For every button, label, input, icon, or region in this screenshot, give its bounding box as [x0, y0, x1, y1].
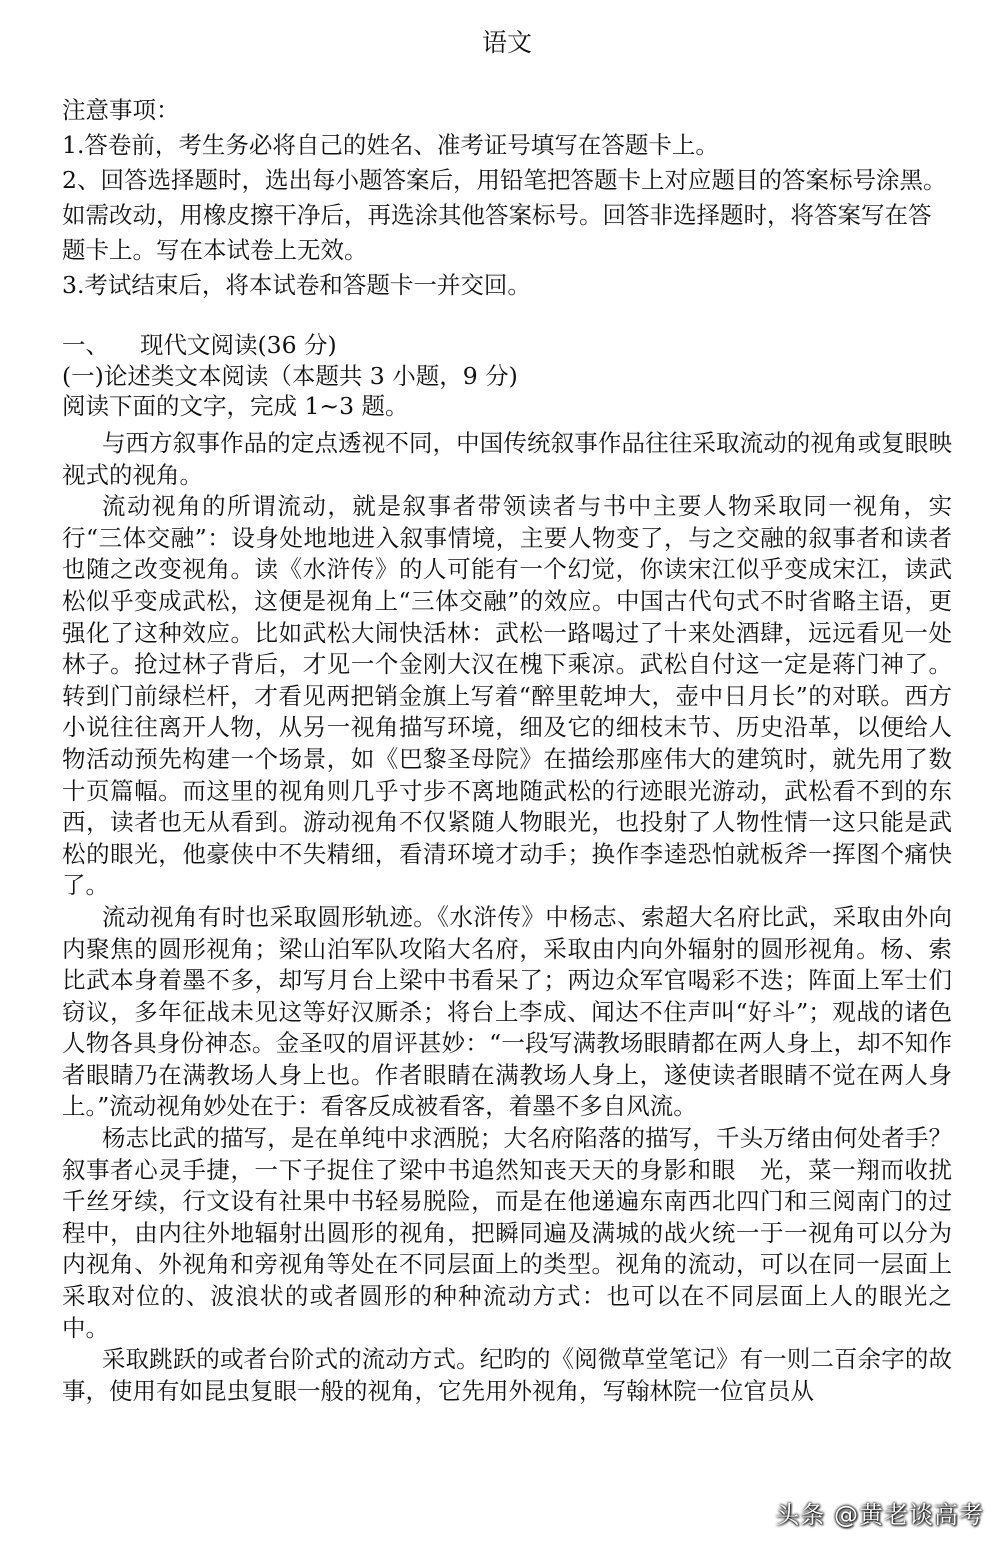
notes-heading: 注意事项： — [62, 96, 180, 124]
passage-paragraph: 杨志比武的描写，是在单纯中求洒脱；大名府陷落的描写，千头万绪由何处者手？叙事者心灵手捷，一下子捉住了梁中书追然知丧天天的身影和眼 光，菜一翔而收扰千丝牙续，行文设有社果中书轻易脱险，而是在他递遍东南西北四门和三阅南门的过程中，由内往外地辐射出圆形的视角，把瞬同遍及满城的战火统一于一视角可以分为内视角、外视角和旁视角等处在不同层面上的类型。视角的流动，可以在同一层面上采取对位的、波浪状的或者圆形的种种流动方式：也可以在不同层面上人的眼光之中。 — [62, 1124, 952, 1342]
section-header — [62, 330, 952, 422]
section-title: 现代文阅读(36 分) — [140, 331, 337, 359]
passage-paragraph: 与西方叙事作品的定点透视不同，中国传统叙事作品往往采取流动的视角或复眼映视式的视角。 — [62, 429, 952, 489]
note-item: 2、回答选择题时，选出每小题答案后，用铅笔把答题卡上对应题目的答案标号涂黑。如需改动，用橡皮擦干净后，再选涂其他答案标号。回答非选择题时，将答案写在答题卡上。写在本试卷上无效。 — [62, 166, 947, 264]
section-title-row — [62, 330, 952, 361]
passage-paragraph: 流动视角的所谓流动，就是叙事者带领读者与书中主要人物采取同一视角，实行“三体交融”：设身处地地进入叙事情境，主要人物变了，与之交融的叙事者和读者也随之改变视角。读《水浒传》的人可能有一个幻觉，你读宋江似乎变成宋江，读武松似乎变成武松，这便是视角上“三体交融”的效应。中国古代句式不时省略主语，更强化了这种效应。比如武松大闹快活林：武松一路喝过了十来处酒肆，远远看见一处林子。抢过林子背后，才见一个金刚大汉在槐下乘凉。武松自付这一定是蒋门神了。转到门前绿栏杆，才看见两把销金旗上写着“醉里乾坤大，壶中日月长”的对联。西方小说往往离开人物，从另一视角描写环境，细及它的细枝末节、历史沿革，以便给人物活动预先构建一个场景，如《巴黎圣母院》在描绘那座伟大的建筑时，就先用了数十页篇幅。而这里的视角则几乎寸步不离地随武松的行迹眼光游动，武松看不到的东西，读者也无从看到。游动视角不仅紧随人物眼光，也投射了人物性情一这只能是武松的眼光，他豪侠中不失精细，看清环境才动手；换作李逵恐怕就板斧一挥图个痛快了。 — [62, 492, 952, 900]
watermark-text: 头条 @黄老谈高考 — [775, 1501, 984, 1529]
page-title: 语文 — [481, 28, 532, 57]
notes-block — [62, 93, 952, 303]
note-item: 3.考试结束后，将本试卷和答题卡一并交回。 — [62, 271, 531, 299]
reading-instruction: 阅读下面的文字，完成 1~3 题。 — [62, 392, 409, 420]
exam-page — [62, 0, 952, 1544]
passage-paragraph: 流动视角有时也采取圆形轨迹。《水浒传》中杨志、索超大名府比武，采取由外向内聚焦的圆形视角；梁山泊军队攻陷大名府，采取由内向外辐射的圆形视角。杨、索比武本身着墨不多，却写月台上梁中书看呆了；两边众军官喝彩不迭；阵面上军士们窃议，多年征战未见这等好汉厮杀；将台上李成、闻达不住声叫“好斗”；观战的诸色人物各具身份神态。金圣叹的眉评甚妙：“一段写满教场眼睛都在两人身上，却不知作者眼睛乃在满教场人身上也。作者眼睛在满教场人身上，遂使读者眼睛不觉在两人身上。”流动视角妙处在于：看客反成被看客，着墨不多自风流。 — [62, 902, 952, 1121]
reading-passage — [62, 428, 952, 1407]
subsection-title: (一)论述类文本阅读（本题共 3 小题，9 分) — [62, 361, 518, 390]
passage-paragraph: 采取跳跃的或者台阶式的流动方式。纪昀的《阅微草堂笔记》有一则二百余字的故事，使用有如昆虫复眼一般的视角，它先用外视角，写翰林院一位官员从 — [62, 1345, 952, 1405]
note-item: 1.答卷前，考生务必将自己的姓名、准考证号填写在答题卡上。 — [62, 131, 719, 159]
section-number: 一、 — [62, 331, 109, 359]
